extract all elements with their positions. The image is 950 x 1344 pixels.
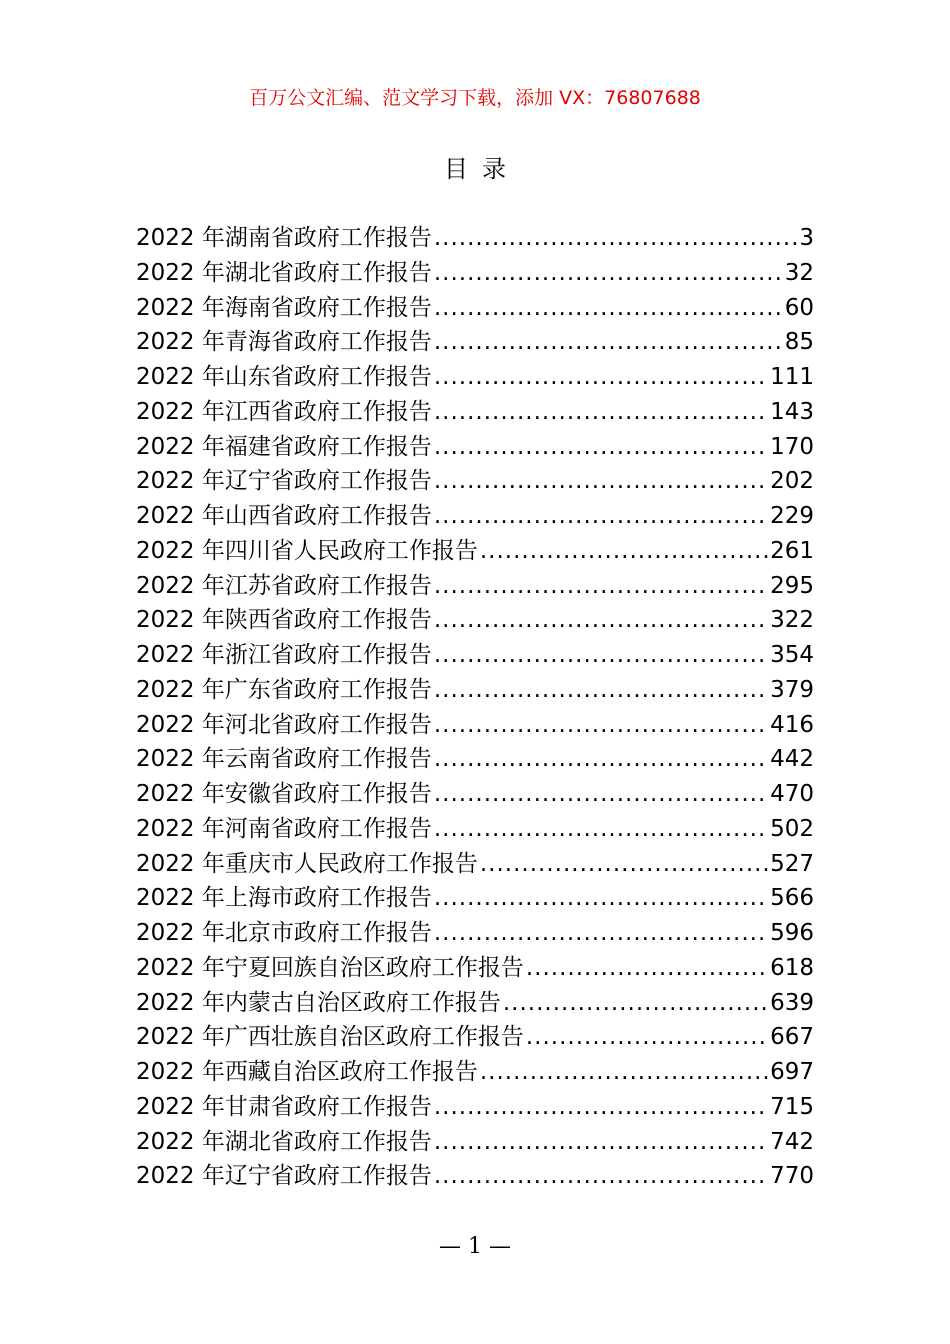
toc-entry-page-number: 667 bbox=[770, 1024, 814, 1051]
toc-entry-page-number: 770 bbox=[770, 1163, 814, 1190]
toc-entry[interactable] bbox=[136, 360, 814, 395]
toc-dot-leader bbox=[434, 221, 798, 256]
toc-entry-page-number: 618 bbox=[770, 954, 814, 981]
toc-entry-title: 2022 年青海省政府工作报告 bbox=[136, 329, 432, 356]
toc-entry-page-number: 32 bbox=[784, 259, 814, 286]
toc-entry-page-number: 111 bbox=[770, 364, 814, 390]
toc-entry-title: 2022 年广东省政府工作报告 bbox=[136, 676, 432, 703]
toc-entry-page-number: 527 bbox=[770, 850, 814, 877]
toc-dot-leader bbox=[503, 986, 768, 1021]
toc-dot-leader bbox=[434, 673, 768, 708]
toc-entry-title: 2022 年山西省政府工作报告 bbox=[136, 503, 432, 529]
toc-dot-leader bbox=[434, 1159, 768, 1194]
toc-entry-page-number: 354 bbox=[770, 642, 814, 668]
toc-dot-leader bbox=[480, 534, 768, 569]
toc-dot-leader bbox=[434, 881, 768, 916]
toc-entry-page-number: 60 bbox=[784, 294, 814, 321]
toc-entry[interactable] bbox=[136, 986, 814, 1021]
toc-entry[interactable] bbox=[136, 395, 814, 430]
toc-entry-title: 2022 年北京市政府工作报告 bbox=[136, 920, 432, 946]
toc-dot-leader bbox=[434, 777, 768, 812]
toc-entry-page-number: 742 bbox=[770, 1128, 814, 1155]
toc-entry-page-number: 322 bbox=[770, 607, 814, 634]
toc-entry-page-number: 170 bbox=[770, 433, 814, 460]
toc-entry-page-number: 442 bbox=[770, 746, 814, 773]
toc-entry[interactable] bbox=[136, 638, 814, 673]
toc-entry-title: 2022 年西藏自治区政府工作报告 bbox=[136, 1059, 478, 1085]
toc-dot-leader bbox=[434, 395, 768, 430]
toc-entry[interactable] bbox=[136, 499, 814, 534]
toc-entry[interactable] bbox=[136, 430, 814, 465]
toc-dot-leader bbox=[434, 325, 783, 360]
toc-dot-leader bbox=[434, 742, 768, 777]
toc-entry-title: 2022 年辽宁省政府工作报告 bbox=[136, 468, 432, 495]
toc-entry[interactable] bbox=[136, 1055, 814, 1090]
toc-entry[interactable] bbox=[136, 777, 814, 812]
toc-entry-title: 2022 年重庆市人民政府工作报告 bbox=[136, 850, 478, 877]
toc-entry[interactable] bbox=[136, 1090, 814, 1125]
toc-dot-leader bbox=[434, 638, 768, 673]
toc-entry[interactable] bbox=[136, 1159, 814, 1194]
toc-entry-page-number: 202 bbox=[770, 468, 814, 495]
toc-dot-leader bbox=[526, 951, 768, 986]
toc-entry[interactable] bbox=[136, 812, 814, 847]
toc-dot-leader bbox=[434, 569, 768, 604]
toc-entry[interactable] bbox=[136, 256, 814, 291]
toc-entry-title: 2022 年内蒙古自治区政府工作报告 bbox=[136, 989, 501, 1016]
toc-entry[interactable] bbox=[136, 569, 814, 604]
toc-entry-page-number: 261 bbox=[770, 537, 814, 564]
toc-entry[interactable] bbox=[136, 673, 814, 708]
toc-entry-page-number: 502 bbox=[770, 815, 814, 842]
table-of-contents bbox=[136, 221, 814, 1194]
toc-entry-title: 2022 年浙江省政府工作报告 bbox=[136, 642, 432, 668]
toc-entry-page-number: 639 bbox=[770, 989, 814, 1016]
toc-dot-leader bbox=[434, 291, 783, 326]
toc-dot-leader bbox=[480, 1055, 768, 1090]
toc-entry[interactable] bbox=[136, 951, 814, 986]
toc-dot-leader bbox=[434, 360, 768, 395]
toc-entry-title: 2022 年云南省政府工作报告 bbox=[136, 746, 432, 773]
toc-dot-leader bbox=[434, 1090, 768, 1125]
toc-entry-title: 2022 年辽宁省政府工作报告 bbox=[136, 1163, 432, 1190]
toc-entry[interactable] bbox=[136, 916, 814, 951]
toc-entry-title: 2022 年湖北省政府工作报告 bbox=[136, 259, 432, 286]
toc-entry[interactable] bbox=[136, 742, 814, 777]
toc-entry-title: 2022 年安徽省政府工作报告 bbox=[136, 781, 432, 807]
toc-entry-title: 2022 年甘肃省政府工作报告 bbox=[136, 1093, 432, 1120]
toc-entry-page-number: 416 bbox=[770, 711, 814, 738]
toc-entry[interactable] bbox=[136, 291, 814, 326]
toc-dot-leader bbox=[480, 847, 768, 882]
toc-entry-title: 2022 年四川省人民政府工作报告 bbox=[136, 537, 478, 564]
toc-entry[interactable] bbox=[136, 1125, 814, 1160]
toc-entry-title: 2022 年宁夏回族自治区政府工作报告 bbox=[136, 954, 524, 981]
toc-entry[interactable] bbox=[136, 708, 814, 743]
toc-dot-leader bbox=[434, 1125, 768, 1160]
toc-entry-title: 2022 年湖北省政府工作报告 bbox=[136, 1128, 432, 1155]
toc-entry-page-number: 295 bbox=[770, 572, 814, 599]
toc-entry-title: 2022 年江苏省政府工作报告 bbox=[136, 572, 432, 599]
toc-entry-title: 2022 年广西壮族自治区政府工作报告 bbox=[136, 1024, 524, 1051]
toc-entry-title: 2022 年湖南省政府工作报告 bbox=[136, 225, 432, 251]
toc-entry-title: 2022 年河南省政府工作报告 bbox=[136, 815, 432, 842]
toc-entry[interactable] bbox=[136, 464, 814, 499]
toc-entry-page-number: 3 bbox=[799, 225, 814, 251]
toc-dot-leader bbox=[434, 916, 768, 951]
toc-entry[interactable] bbox=[136, 221, 814, 256]
toc-entry-page-number: 143 bbox=[770, 398, 814, 425]
toc-entry-page-number: 596 bbox=[770, 920, 814, 946]
toc-entry-title: 2022 年海南省政府工作报告 bbox=[136, 294, 432, 321]
toc-dot-leader bbox=[434, 256, 783, 291]
toc-entry-title: 2022 年山东省政府工作报告 bbox=[136, 364, 432, 390]
toc-dot-leader bbox=[434, 708, 768, 743]
toc-dot-leader bbox=[434, 603, 768, 638]
header-note: 百万公文汇编、范文学习下载，添加 VX：76807688 bbox=[249, 87, 701, 109]
toc-entry-page-number: 379 bbox=[770, 676, 814, 703]
toc-dot-leader bbox=[434, 499, 768, 534]
toc-entry-page-number: 470 bbox=[770, 781, 814, 807]
toc-entry-title: 2022 年上海市政府工作报告 bbox=[136, 885, 432, 912]
toc-entry-page-number: 697 bbox=[770, 1059, 814, 1085]
toc-entry-page-number: 229 bbox=[770, 503, 814, 529]
toc-dot-leader bbox=[434, 812, 768, 847]
toc-entry[interactable] bbox=[136, 534, 814, 569]
toc-dot-leader bbox=[526, 1020, 768, 1055]
toc-entry[interactable] bbox=[136, 881, 814, 916]
toc-entry-title: 2022 年河北省政府工作报告 bbox=[136, 711, 432, 738]
toc-dot-leader bbox=[434, 430, 768, 465]
toc-title: 目录 bbox=[444, 155, 520, 183]
toc-entry[interactable] bbox=[136, 847, 814, 882]
toc-entry[interactable] bbox=[136, 603, 814, 638]
toc-entry-page-number: 85 bbox=[784, 329, 814, 356]
toc-entry-title: 2022 年江西省政府工作报告 bbox=[136, 398, 432, 425]
toc-entry-page-number: 566 bbox=[770, 885, 814, 912]
toc-entry-title: 2022 年福建省政府工作报告 bbox=[136, 433, 432, 460]
page-number-footer: — 1 — bbox=[439, 1234, 511, 1259]
toc-entry-title: 2022 年陕西省政府工作报告 bbox=[136, 607, 432, 634]
toc-entry[interactable] bbox=[136, 325, 814, 360]
toc-dot-leader bbox=[434, 464, 768, 499]
toc-entry-page-number: 715 bbox=[770, 1093, 814, 1120]
toc-entry[interactable] bbox=[136, 1020, 814, 1055]
